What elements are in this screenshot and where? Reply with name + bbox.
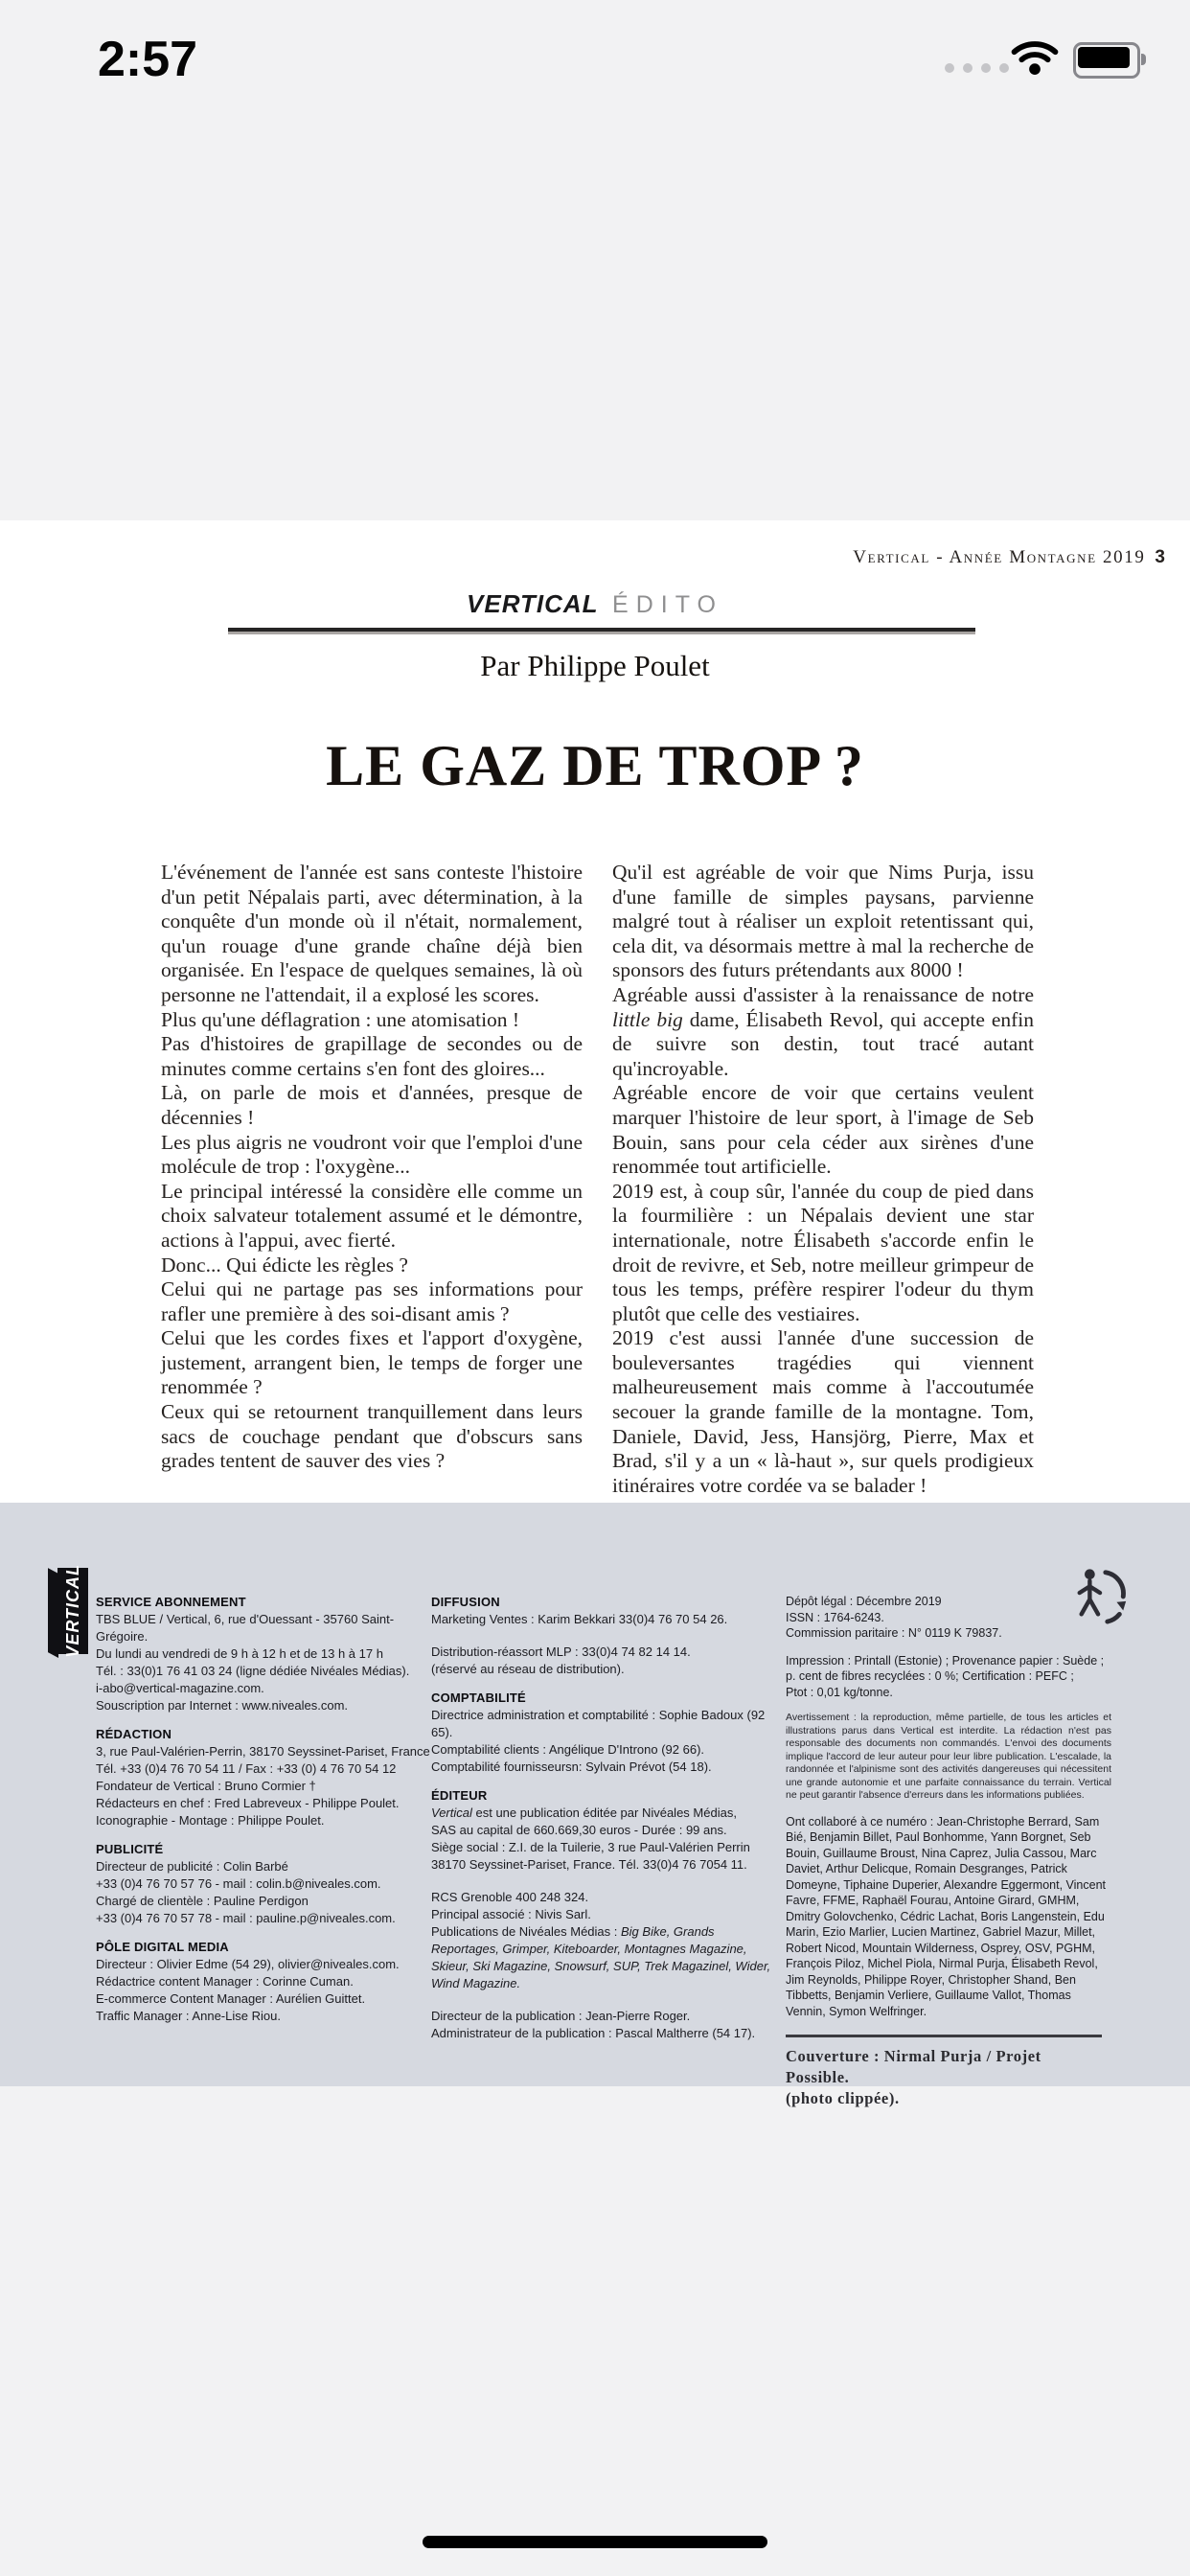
imprint-heading: PUBLICITÉ — [96, 1842, 164, 1856]
masthead-column-3 — [786, 1594, 1111, 2121]
imprint-line: +33 (0)4 76 70 57 76 - mail : colin.b@niveales.com. — [96, 1876, 381, 1891]
imprint-block — [431, 1594, 774, 1678]
body-paragraph: 2019 est, à coup sûr, l'année du coup de pied dans la fourmilière : un Népalais devient une star internationale, notre Élisabeth s'accorde enfin le droit de revivre, et Seb, notre meilleur grimpeur de tous les temps, préfère respirer l'odeur du thym plutôt que celle des vestiaires. — [612, 1179, 1034, 1325]
imprint-line: Couverture : Nirmal Purja / Projet Possible. — [786, 2047, 1041, 2086]
masthead-column-1 — [96, 1594, 431, 2036]
imprint-heading: DIFFUSION — [431, 1595, 500, 1609]
imprint-line: Comptabilité clients : Angélique D'Introno (92 66). — [431, 1742, 705, 1757]
imprint-line: Chargé de clientèle : Pauline Perdigon — [96, 1894, 309, 1908]
body-paragraph: Qu'il est agréable de voir que Nims Purja, issu d'une famille de simples paysans, parvienne malgré tout à réaliser un exploit retentissant qui, cela dit, va désormais mettre à mal la recherche de sponsors des futurs prétendants aux 8000 ! — [612, 861, 1034, 982]
imprint-line: SAS au capital de 660.669,30 euros - Durée : 99 ans. — [431, 1823, 727, 1837]
imprint-line: p. cent de fibres recyclées : 0 %; Certification : PEFC ; — [786, 1669, 1074, 1683]
imprint-block — [786, 1653, 1111, 1701]
body-paragraph: Les plus aigris ne voudront voir que l'emploi d'une molécule de trop : l'oxygène... — [161, 1130, 583, 1179]
imprint-line: Impression : Printall (Estonie) ; Provenance papier : Suède ; — [786, 1653, 1105, 1668]
imprint-heading: COMPTABILITÉ — [431, 1690, 526, 1705]
body-paragraph: Celui que les cordes fixes et l'apport d'oxygène, justement, arrangent bien, le temps de forger une renommée ? — [161, 1326, 583, 1399]
imprint-block — [786, 1594, 1111, 1642]
section-kicker — [0, 589, 1190, 619]
imprint-line: Traffic Manager : Anne-Lise Riou. — [96, 2009, 281, 2023]
imprint-line: 38170 Seyssinet-Pariset, France. Tél. 33(0)4 76 7054 11. — [431, 1857, 747, 1872]
imprint-line: Comptabilité fournisseursn: Sylvain Prévot (54 18). — [431, 1760, 712, 1774]
page-folio — [853, 547, 1165, 568]
imprint-heading: RÉDACTION — [96, 1727, 172, 1741]
imprint-line: Publications de Nivéales Médias : Big Bike, Grands Reportages, Grimper, Kiteboarder, Montagnes Magazine, Skieur, Ski Magazine, Snowsurf, SUP, Trek Magazinel, Wider, Wind Magazine. — [431, 1924, 771, 1990]
body-paragraph: L'événement de l'année est sans conteste l'histoire d'un petit Népalais parti, avec détermination, à la conquête d'un monde où il n'était, normalement, qu'un rouage d'une grande chaîne déjà bien organisée. En l'espace de quelques semaines, là où personne ne l'attendait, il a explosé les scores. — [161, 861, 583, 1006]
masthead-column-2 — [431, 1594, 774, 2054]
imprint-line: Commission paritaire : N° 0119 K 79837. — [786, 1626, 1002, 1640]
body-paragraph: Agréable aussi d'assister à la renaissance de notre little big dame, Élisabeth Revol, qui accepte enfin de suivre son destin, tout tracé autant qu'incroyable. — [612, 982, 1034, 1080]
wifi-icon — [1010, 38, 1060, 81]
body-paragraph: Le principal intéressé la considère elle comme un choix salvateur totalement assumé et le démontre, actions à l'appui, avec fierté. — [161, 1179, 583, 1252]
vertical-logo — [48, 1564, 90, 1660]
imprint-line: E-commerce Content Manager : Aurélien Guittet. — [96, 1991, 366, 2006]
imprint-line: Siège social : Z.I. de la Tuilerie, 3 rue Paul-Valérien Perrin — [431, 1840, 750, 1854]
cellular-signal-icon — [945, 63, 1009, 73]
imprint-line: ISSN : 1764-6243. — [786, 1610, 884, 1624]
status-bar — [0, 0, 1190, 105]
body-paragraph: Pas d'histoires de grapillage de secondes ou de minutes comme certains s'en font des gloires... — [161, 1032, 583, 1080]
imprint-line: Vertical est une publication éditée par Nivéales Médias, — [431, 1806, 737, 1820]
imprint-line: Ont collaboré à ce numéro : Jean-Christophe Berrard, Sam Bié, Benjamin Billet, Paul Bonhomme, Yann Borgnet, Seb Bouin, Guillaume Broust, Nina Caprez, Julia Cassou, Marc Daviet, Arthur Delicque, Romain Desgranges, Patrick Domeyne, Tiphaine Duperier, Alexandre Eggermont, Vincent Favre, FFME, Raphaël Fourau, Antoine Girard, GMHM, Dmitry Golovchenko, Cédric Lachat, Boris Langenstein, Edu Marin, Ezio Marlier, Lucien Martinez, Gabriel Mazur, Millet, Robert Nicod, Mountain Wilderness, Osprey, OSV, PGHM, François Piloz, Michel Piola, Nirmal Purja, Élisabeth Revol, Jim Reynolds, Philippe Royer, Christopher Shand, Ben Tibbetts, Benjamin Verliere, Guillaume Vallot, Thomas Vennin, Symon Welfringer. — [786, 1814, 1106, 2018]
body-paragraph: Donc... Qui édicte les règles ? — [161, 1253, 408, 1276]
battery-icon — [1073, 42, 1140, 79]
imprint-block — [96, 1726, 431, 1829]
imprint-line: (réservé au réseau de distribution). — [431, 1662, 625, 1676]
body-paragraph: Agréable encore de voir que certains veulent marquer l'histoire de leur sport, à l'image de Seb Bouin, sans pour cela céder aux sirènes d'une renommée tout artificielle. — [612, 1081, 1034, 1179]
imprint-block — [96, 1594, 431, 1714]
article-body — [161, 861, 1034, 1498]
imprint-heading: PÔLE DIGITAL MEDIA — [96, 1940, 229, 1954]
imprint-block — [96, 1841, 431, 1927]
imprint-line: Marketing Ventes : Karim Bekkari 33(0)4 76 70 54 26. — [431, 1612, 728, 1626]
folio-page-number: 3 — [1155, 547, 1165, 567]
byline: Par Philippe Poulet — [480, 649, 710, 682]
imprint-line: Fondateur de Vertical : Bruno Cormier † — [96, 1779, 316, 1793]
imprint-line: Iconographie - Montage : Philippe Poulet. — [96, 1813, 325, 1828]
imprint-line: Rédacteurs en chef : Fred Labreveux - Philippe Poulet. — [96, 1796, 400, 1810]
imprint-line: Ptot : 0,01 kg/tonne. — [786, 1685, 893, 1699]
imprint-line: Du lundi au vendredi de 9 h à 12 h et de 13 h à 17 h — [96, 1646, 383, 1661]
body-column-right — [612, 861, 1034, 1498]
body-paragraph: Celui qui ne partage pas ses informations pour rafler une première à des soi-disant amis ? — [161, 1277, 583, 1325]
imprint-heading: SERVICE ABONNEMENT — [96, 1595, 246, 1609]
imprint-block — [431, 1690, 774, 1776]
vertical-logo-text: VERTICAL — [62, 1564, 82, 1658]
imprint-line: i-abo@vertical-magazine.com. — [96, 1681, 264, 1695]
imprint-line: Directeur : Olivier Edme (54 29), olivier@niveales.com. — [96, 1957, 400, 1971]
imprint-line: Administrateur de la publication : Pascal Maltherre (54 17). — [431, 2026, 756, 2040]
imprint-line: Distribution-réassort MLP : 33(0)4 74 82 14 14. — [431, 1644, 691, 1659]
body-paragraph: 2019 c'est aussi l'année d'une succession de bouleversantes tragédies qui viennent malheureusement mais comme à l'accoutumée secouer la grande famille de la montagne. Tom, Daniele, David, Jess, Hansjörg, Pierre, Max et Brad, s'il y a un « là-haut », sur quels prodigieux itinéraires votre cordée va se balader ! — [612, 1326, 1034, 1497]
imprint-heading: ÉDITEUR — [431, 1788, 488, 1803]
imprint-line: Principal associé : Nivis Sarl. — [431, 1907, 591, 1921]
imprint-line: Avertissement : la reproduction, même partielle, de tous les articles et illustrations parus dans Vertical est interdite. La rédaction n'est pas responsable des documents non commandés. L'envoi des documents implique l'accord de leur auteur pour leur libre publication. L'escalade, la randonnée et l'alpinisme sont des activités dangereuses qui nécessitent une grande autonomie et une parfaite connaissance du terrain. Vertical ne peut garantir l'absence d'erreurs dans les informations publiées. — [786, 1712, 1111, 1801]
imprint-block — [786, 1814, 1111, 2020]
body-paragraph: Ceux qui se retournent tranquillement dans leurs sacs de couchage pendant que d'obscurs sans grades tentent de sauver des vies ? — [161, 1400, 583, 1473]
kicker-brand: VERTICAL — [467, 589, 599, 618]
body-column-left — [161, 861, 583, 1498]
headline: LE GAZ DE TROP ? — [326, 734, 864, 797]
imprint-line: (photo clippée). — [786, 2089, 900, 2107]
imprint-line: Directeur de publicité : Colin Barbé — [96, 1859, 288, 1874]
imprint-line: RCS Grenoble 400 248 324. — [431, 1890, 589, 1904]
triman-recycling-icon — [1071, 1566, 1131, 1630]
imprint-line: Dépôt légal : Décembre 2019 — [786, 1595, 942, 1608]
imprint-line: Directeur de la publication : Jean-Pierre Roger. — [431, 2009, 691, 2023]
imprint-line: Tél. +33 (0)4 76 70 54 11 / Fax : +33 (0) 4 76 70 54 12 — [96, 1761, 397, 1776]
folio-text: Vertical - Année Montagne 2019 — [853, 547, 1146, 567]
home-indicator[interactable] — [423, 2536, 767, 2548]
imprint-block — [431, 1787, 774, 2042]
imprint-block — [96, 1939, 431, 2025]
body-paragraph: Là, on parle de mois et d'années, presque de décennies ! — [161, 1081, 583, 1129]
imprint-line: Directrice administration et comptabilité : Sophie Badoux (92 65). — [431, 1708, 766, 1739]
kicker-section: ÉDITO — [612, 591, 723, 618]
magazine-page[interactable] — [0, 520, 1190, 1503]
imprint-line: Rédactrice content Manager : Corinne Cuman. — [96, 1974, 354, 1989]
kicker-rule — [228, 628, 975, 634]
imprint-block — [786, 1712, 1111, 1803]
imprint-line: Tél. : 33(0)1 76 41 03 24 (ligne dédiée Nivéales Médias). — [96, 1664, 410, 1678]
imprint-line: +33 (0)4 76 70 57 78 - mail : pauline.p@niveales.com. — [96, 1911, 396, 1925]
imprint-line: Souscription par Internet : www.niveales.com. — [96, 1698, 349, 1713]
imprint-line: TBS BLUE / Vertical, 6, rue d'Ouessant - 35760 Saint-Grégoire. — [96, 1612, 395, 1644]
cover-credit — [786, 2035, 1102, 2109]
status-time: 2:57 — [98, 32, 198, 87]
imprint-line: 3, rue Paul-Valérien-Perrin, 38170 Seyssinet-Pariset, France — [96, 1744, 430, 1759]
masthead-imprint — [0, 1503, 1190, 2107]
body-paragraph: Plus qu'une déflagration : une atomisation ! — [161, 1007, 520, 1031]
